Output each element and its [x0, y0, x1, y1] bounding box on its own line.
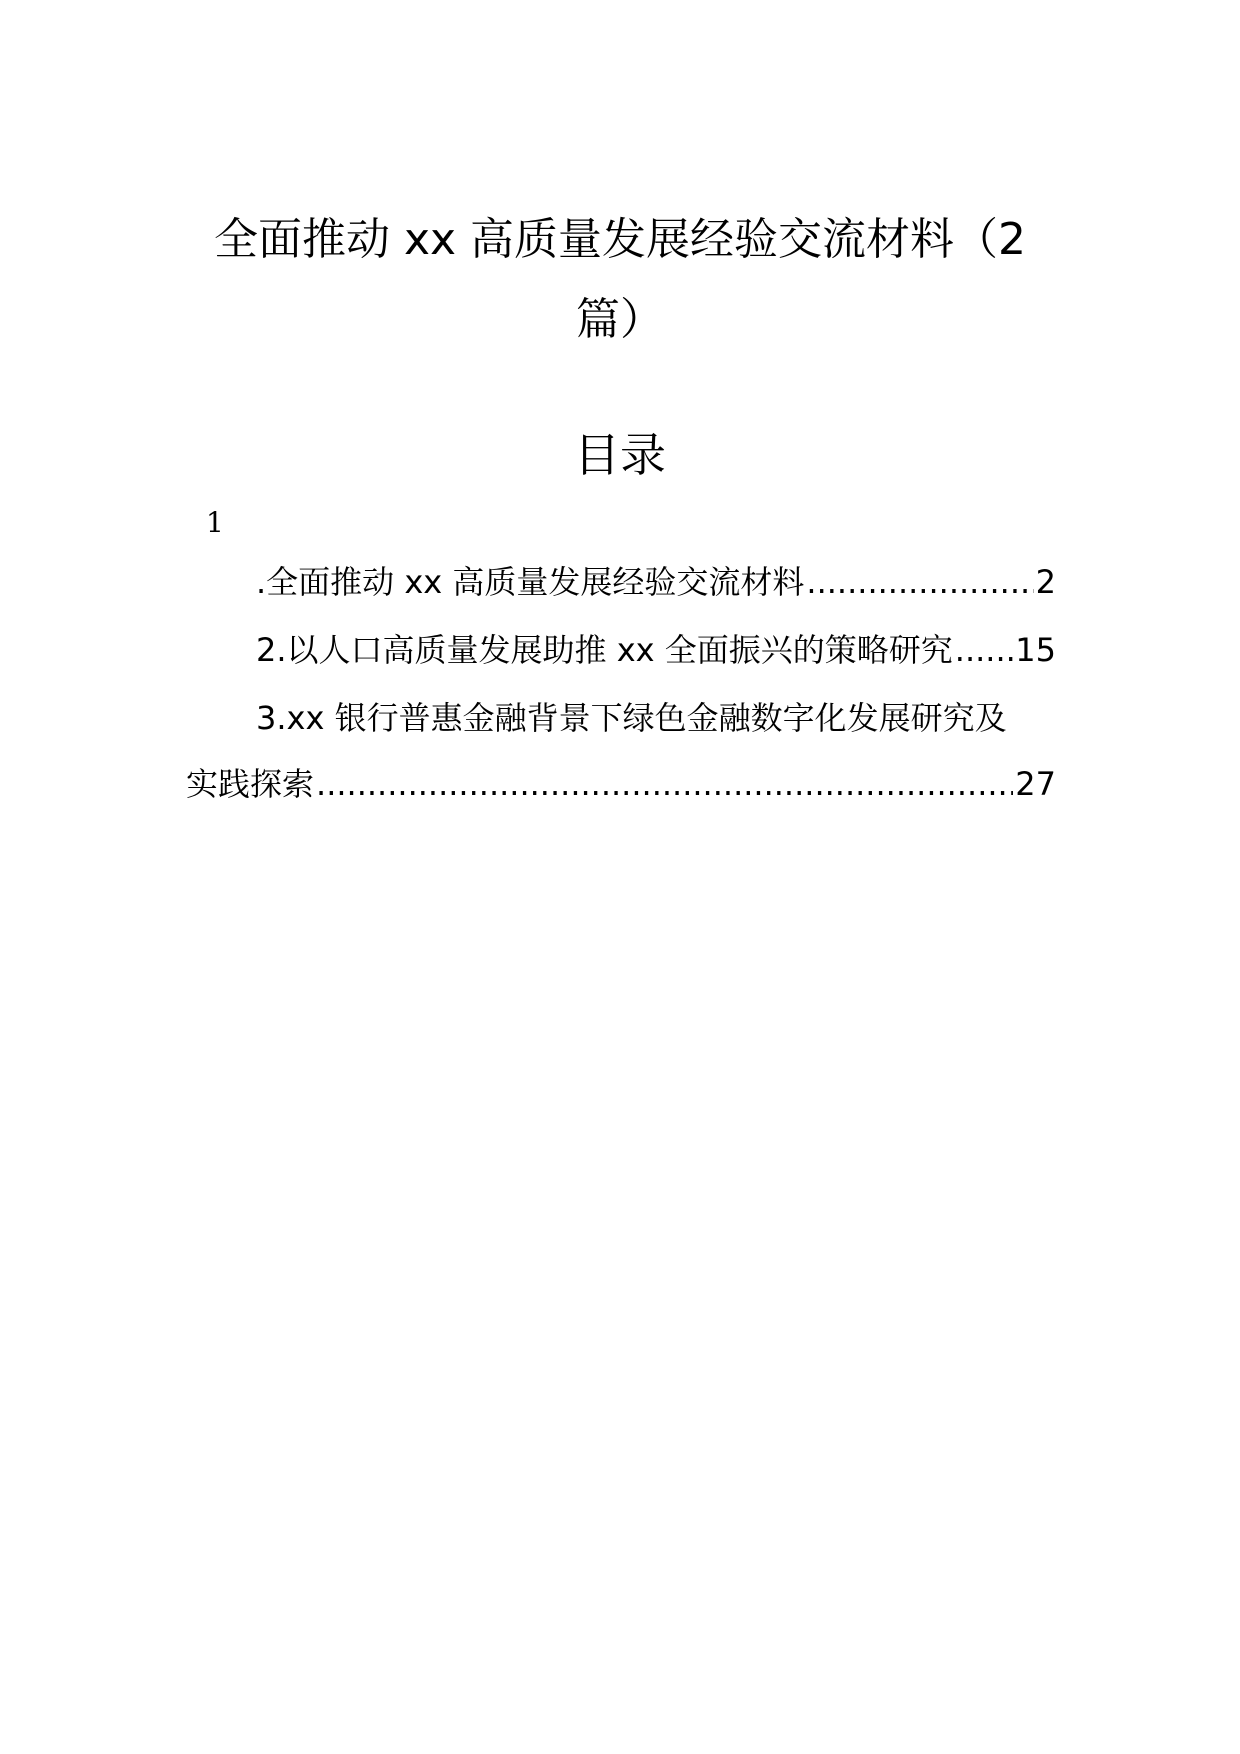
toc-entry-2-text: 2.以人口高质量发展助推 xx 全面振兴的策略研究 [256, 631, 953, 669]
stray-number: 1 [206, 506, 224, 539]
dot-leader [806, 562, 1033, 602]
toc-entry-3-text-line-2: 实践探索 [186, 765, 315, 803]
dot-leader [955, 630, 1014, 670]
toc-entry-3-text-line-1: 3.xx 银行普惠金融背景下绿色金融数字化发展研究及 [256, 699, 1007, 737]
dot-leader [316, 764, 1013, 804]
toc-entry-2[interactable] [256, 630, 1056, 670]
title-line-2: 篇） [576, 294, 664, 345]
toc-heading: 目录 [574, 428, 666, 482]
toc-entry-1[interactable] [256, 562, 1056, 602]
document-title [190, 200, 1050, 360]
toc-entry-3-line-2[interactable] [186, 764, 1056, 804]
toc-entry-1-page: 2 [1035, 563, 1056, 601]
toc-entry-1-text: .全面推动 xx 高质量发展经验交流材料 [256, 563, 805, 601]
toc-entry-3-page: 27 [1015, 765, 1056, 803]
toc-entry-3-line-1[interactable] [256, 698, 1056, 738]
toc-entry-2-page: 15 [1015, 631, 1056, 669]
title-line-1: 全面推动 xx 高质量发展经验交流材料（2 [213, 214, 1027, 265]
